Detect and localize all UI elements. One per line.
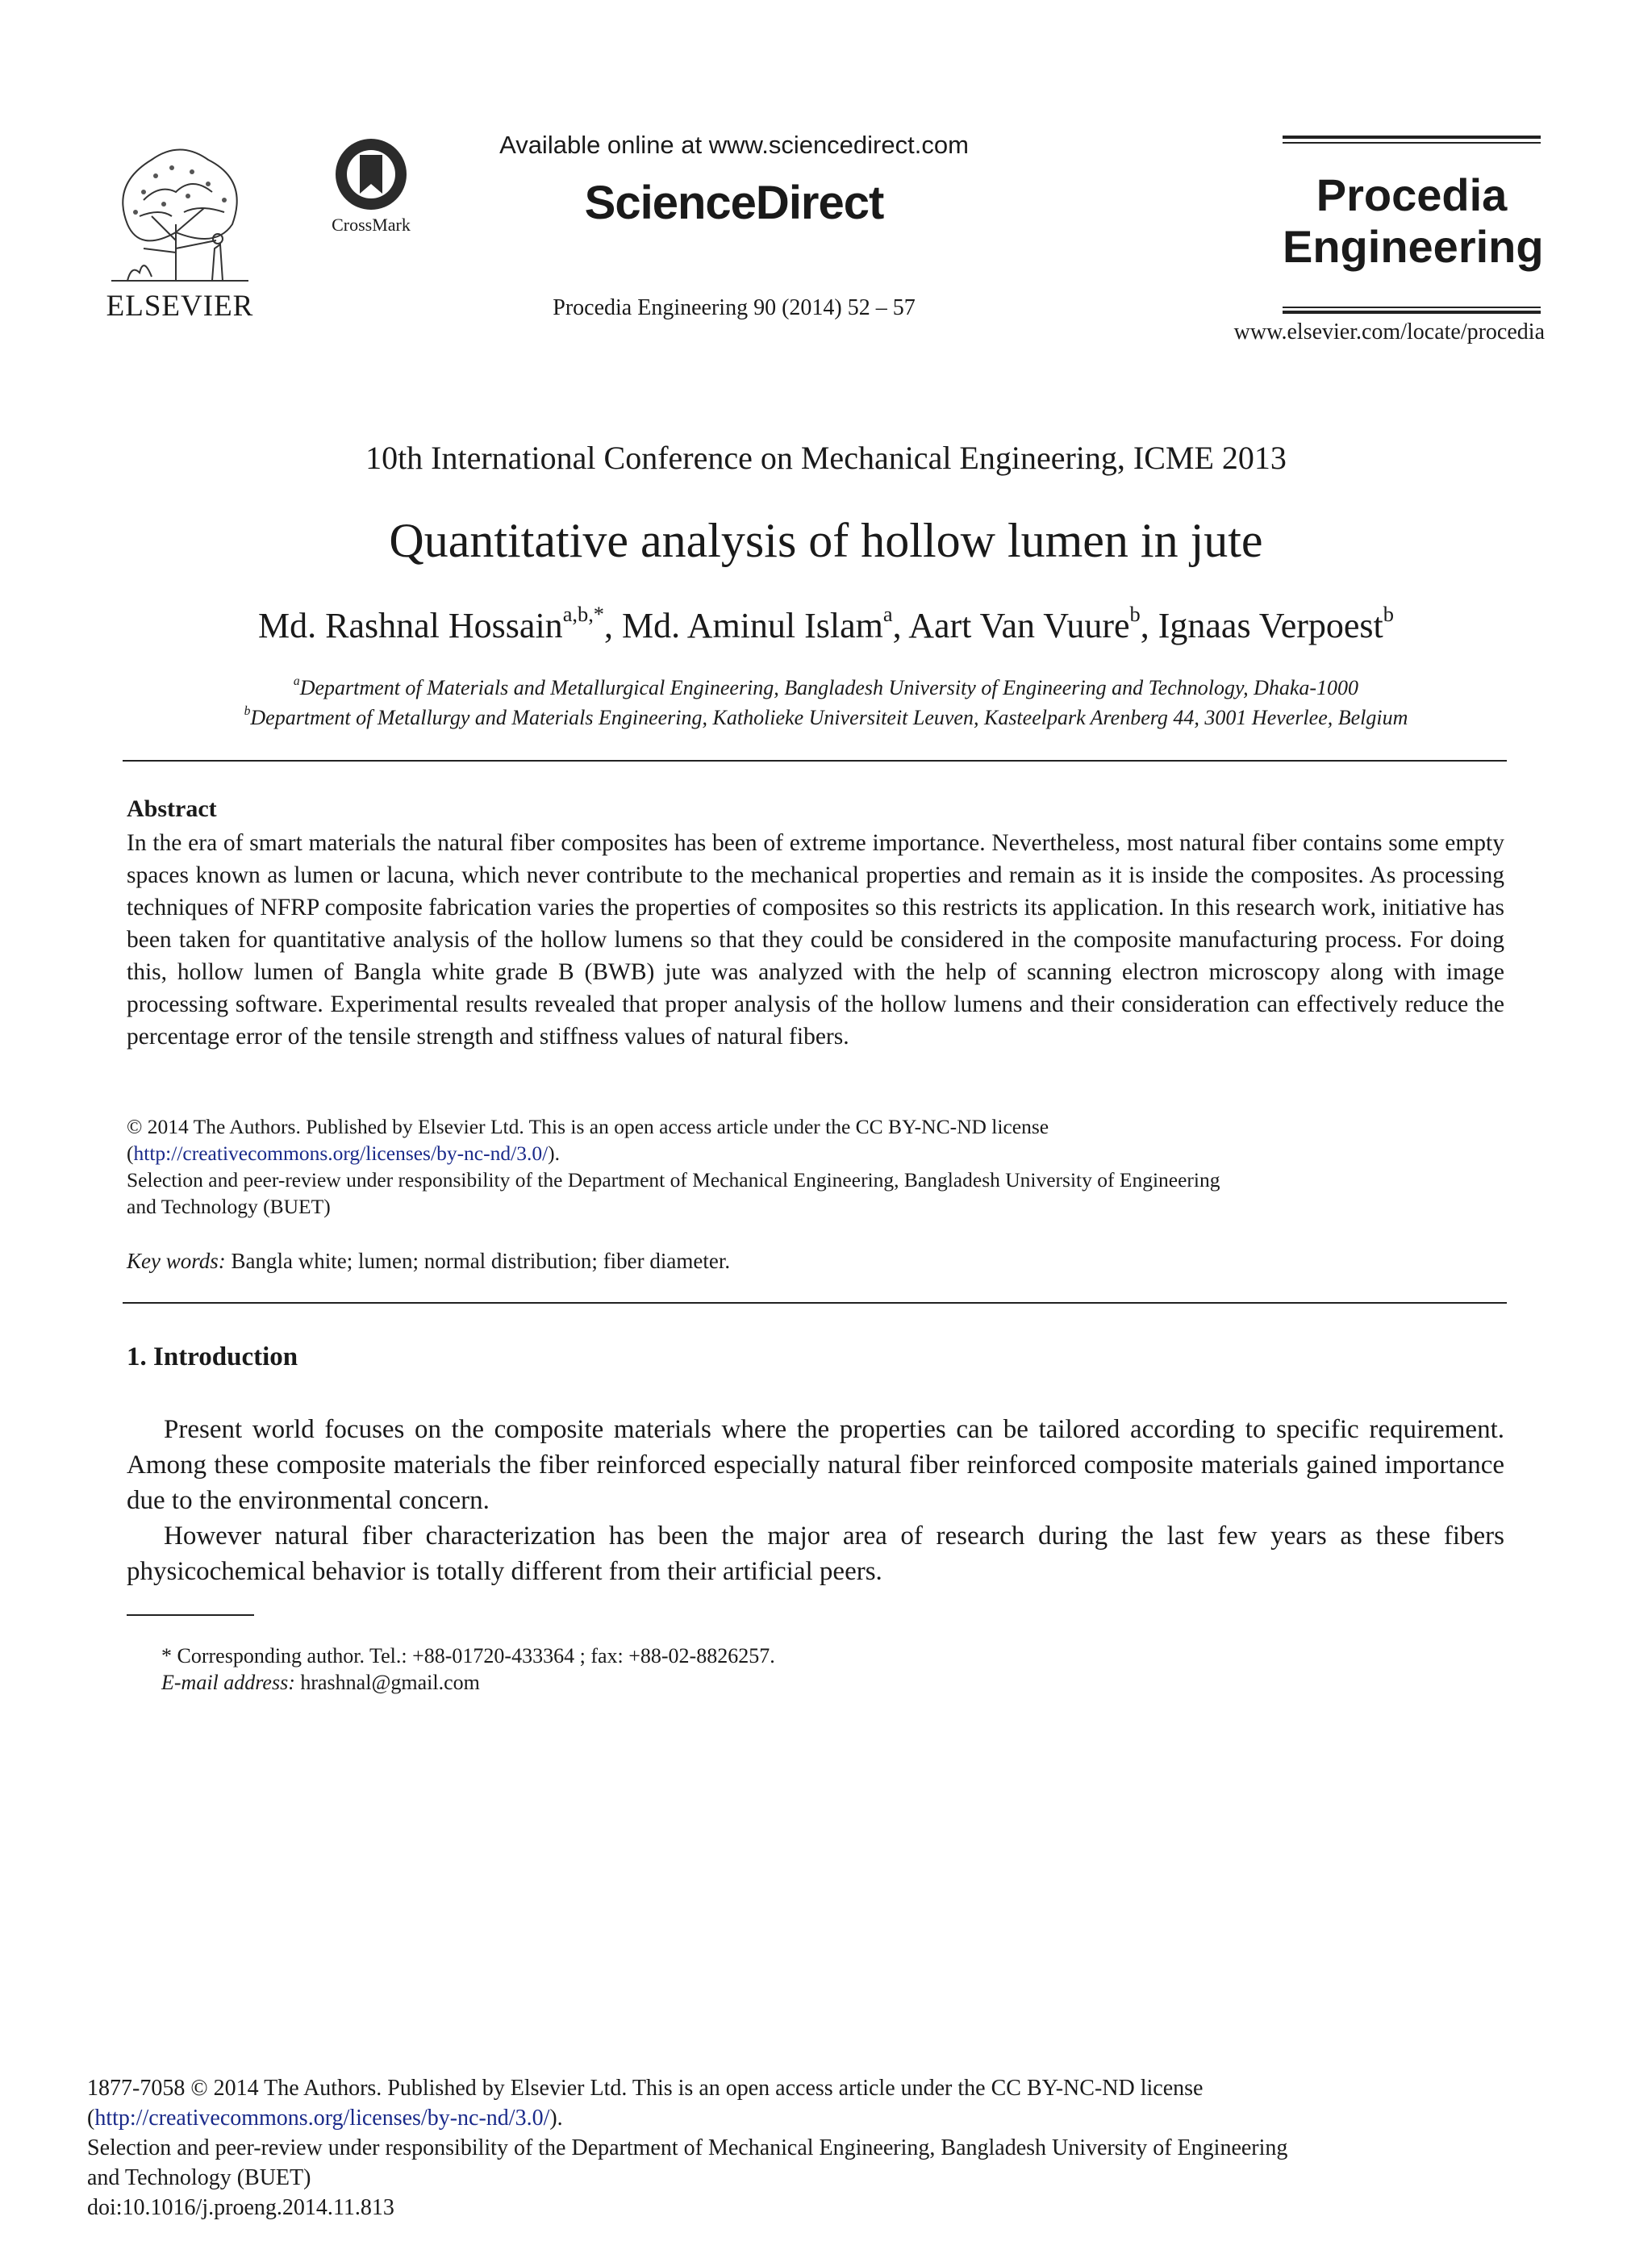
affiliation-b-mark: b xyxy=(244,704,251,719)
author-separator: , xyxy=(1140,606,1158,645)
introduction-heading: 1. Introduction xyxy=(127,1342,298,1371)
journal-box-bottom-rule-1 xyxy=(1283,307,1541,308)
footnote-corresponding: * Corresponding author. Tel.: +88-01720-433364 ; fax: +88-02-8826257. xyxy=(161,1644,775,1668)
footer-license-paren: ). xyxy=(549,2106,563,2131)
crossmark-badge[interactable] xyxy=(323,136,419,240)
journal-url[interactable]: www.elsevier.com/locate/procedia xyxy=(1233,319,1545,344)
keywords-label: Key words: xyxy=(127,1249,226,1273)
author-1-name: Md. Rashnal Hossain xyxy=(258,606,563,645)
journal-name-line2: Engineering xyxy=(1283,221,1544,273)
journal-name-line1: Procedia xyxy=(1316,169,1508,220)
author-separator: , xyxy=(892,606,909,645)
footnote xyxy=(161,1642,775,1696)
page-footer xyxy=(87,2073,1579,2223)
footer-issn-license: 1877-7058 © 2014 The Authors. Published by Elsevier Ltd. This is an open access article under the CC BY-NC-ND license xyxy=(87,2076,1204,2101)
available-online-text: Available online at www.sciencedirect.com xyxy=(499,131,969,159)
author-3-name: Aart Van Vuure xyxy=(908,606,1130,645)
article-title: Quantitative analysis of hollow lumen in jute xyxy=(389,514,1263,567)
abstract-body xyxy=(127,827,1504,1053)
footer-license-link[interactable]: http://creativecommons.org/licenses/by-nc-nd/3.0/ xyxy=(94,2106,550,2131)
conference-name: 10th International Conference on Mechanical Engineering, ICME 2013 xyxy=(365,440,1287,476)
abstract-peer-review-line1: Selection and peer-review under responsibility of the Department of Mechanical Engineering, Bangladesh University of Engineering xyxy=(127,1168,1220,1192)
affiliation-b xyxy=(0,706,1652,730)
author-3[interactable] xyxy=(908,602,1141,645)
introduction-paragraph-2: However natural fiber characterization has been the major area of research during the last few years as these fibers physicochemical behavior is totally different from their artificial peers. xyxy=(127,1521,1504,1586)
keywords-text: Bangla white; lumen; normal distribution; fiber diameter. xyxy=(231,1249,731,1273)
journal-name[interactable] xyxy=(1283,169,1544,273)
abstract-peer-review-line2: and Technology (BUET) xyxy=(127,1195,331,1218)
author-1[interactable] xyxy=(258,602,604,645)
elsevier-tree-icon xyxy=(95,136,265,285)
abstract-bottom-rule xyxy=(123,1302,1507,1304)
footnote-email-line xyxy=(161,1669,775,1696)
affiliation-b-text: Department of Metallurgy and Materials Engineering, Katholieke Universiteit Leuven, Kasteelpark Arenberg 44, 3001 Heverlee, Belgium xyxy=(250,706,1408,729)
author-4[interactable] xyxy=(1158,602,1394,645)
journal-box-bottom-rule-2 xyxy=(1283,311,1541,314)
author-2-sup: a xyxy=(882,602,893,627)
author-2-name: Md. Aminul Islam xyxy=(622,606,883,645)
abstract-license-link-line xyxy=(127,1140,1504,1167)
abstract-license xyxy=(127,1113,1504,1220)
author-3-sup: b xyxy=(1129,602,1141,627)
footer-peer-review-line2: and Technology (BUET) xyxy=(87,2165,311,2190)
abstract-license-paren: ). xyxy=(548,1142,561,1165)
keywords xyxy=(127,1249,730,1274)
journal-citation: Procedia Engineering 90 (2014) 52 – 57 xyxy=(553,295,916,320)
affiliation-a xyxy=(0,676,1652,700)
author-list xyxy=(0,602,1652,646)
abstract-license-line: © 2014 The Authors. Published by Elsevier Ltd. This is an open access article under the CC BY-NC-ND license xyxy=(127,1115,1049,1138)
author-4-name: Ignaas Verpoest xyxy=(1158,606,1383,645)
introduction-body xyxy=(127,1412,1504,1589)
footnote-rule xyxy=(127,1614,254,1616)
author-1-sup: a,b,* xyxy=(562,602,604,627)
footer-license-paren: ( xyxy=(87,2106,95,2131)
author-4-sup: b xyxy=(1383,602,1394,627)
abstract-heading: Abstract xyxy=(127,795,217,822)
author-separator: , xyxy=(604,606,622,645)
journal-box-top-rule-1 xyxy=(1283,136,1541,139)
crossmark-label: CrossMark xyxy=(332,215,411,235)
footer-license-link-line xyxy=(87,2103,1579,2133)
abstract-license-paren: ( xyxy=(127,1142,134,1165)
introduction-paragraph-1: Present world focuses on the composite materials where the properties can be tailored according to specific requirement. Among these composite materials the fiber reinforced especially natural fiber reinforced composite materials gained importance due to the environmental concern. xyxy=(127,1415,1504,1515)
crossmark-icon xyxy=(323,136,419,216)
elsevier-logo[interactable] xyxy=(95,136,265,329)
footer-doi[interactable]: doi:10.1016/j.proeng.2014.11.813 xyxy=(87,2195,394,2220)
abstract-license-link[interactable]: http://creativecommons.org/licenses/by-nc-nd/3.0/ xyxy=(133,1142,549,1165)
footer-peer-review-line1: Selection and peer-review under responsibility of the Department of Mechanical Engineering, Bangladesh University of Engineering xyxy=(87,2135,1288,2160)
affiliation-a-mark: a xyxy=(293,674,300,689)
affiliation-a-text: Department of Materials and Metallurgical Engineering, Bangladesh University of Engineering and Technology, Dhaka-1000 xyxy=(299,676,1359,699)
journal-box-top-rule-2 xyxy=(1283,142,1541,144)
footnote-email-label: E-mail address: xyxy=(161,1671,295,1694)
abstract-text: In the era of smart materials the natural fiber composites has been of extreme importance. Nevertheless, most natural fiber contains some empty spaces known as lumen or lacuna, which never contribute to the mechanical properties and remain as it is inside the composites. As processing techniques of NFRP composite fabrication varies the properties of composites so this restricts its application. In this research work, initiative has been taken for quantitative analysis of the hollow lumens so that they could be considered in the composite manufacturing process. For doing this, hollow lumen of Bangla white grade B (BWB) jute was analyzed with the help of scanning electron microscopy along with image processing software. Experimental results revealed that proper analysis of the hollow lumens and their consideration can effectively reduce the percentage error of the tensile strength and stiffness values of natural fibers. xyxy=(127,830,1504,1050)
footnote-email[interactable]: hrashnal@gmail.com xyxy=(300,1671,480,1694)
author-2[interactable] xyxy=(622,602,893,645)
abstract-top-rule xyxy=(123,760,1507,762)
sciencedirect-wordmark[interactable]: ScienceDirect xyxy=(584,177,884,229)
elsevier-wordmark: ELSEVIER xyxy=(106,290,254,323)
